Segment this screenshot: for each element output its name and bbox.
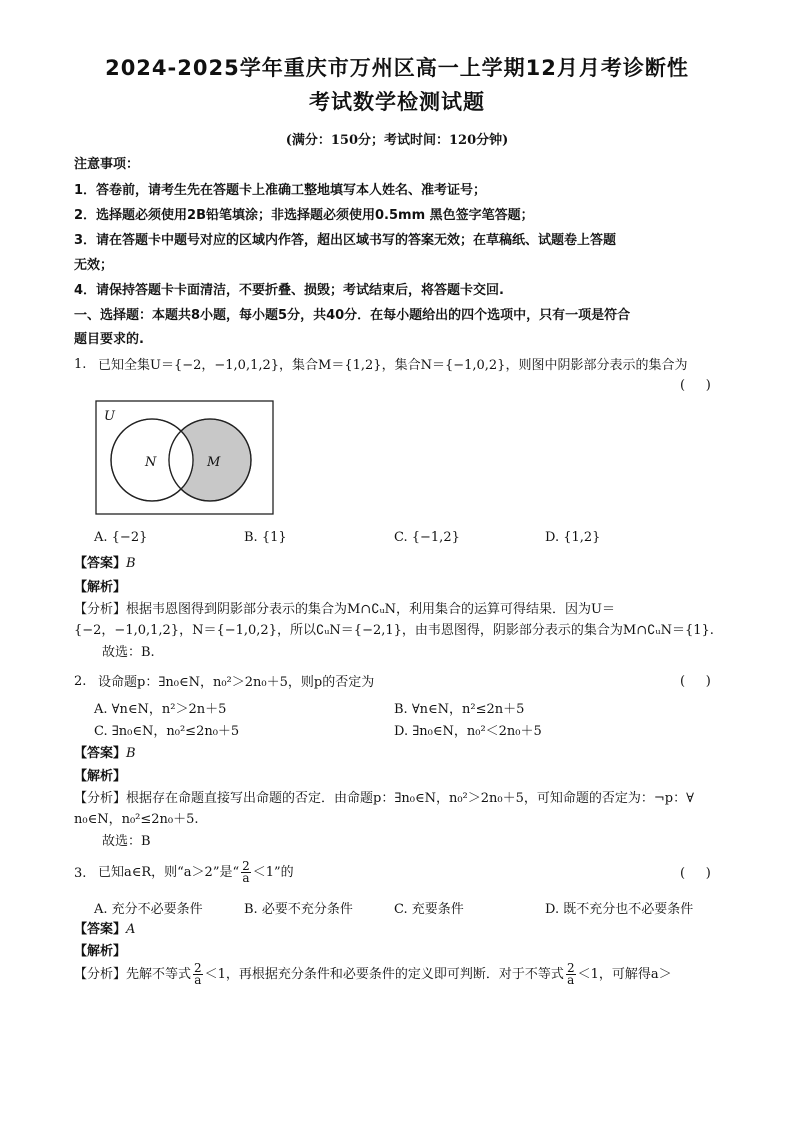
q2-conclusion: 故选：B	[102, 834, 151, 849]
q2-analysis-label: 【解析】	[74, 769, 127, 784]
q1-venn-diagram	[95, 400, 275, 516]
q3-option-d[interactable]: D. 既不充分也不必要条件	[545, 902, 694, 917]
q2-option-a[interactable]: A. ∀n∈N，n²＞2n＋5	[94, 702, 227, 717]
q1-option-b[interactable]: B. {1}	[244, 530, 287, 545]
q1-analysis-line1: 【分析】根据韦恩图得到阴影部分表示的集合为M∩∁ᵤN，利用集合的运算可得结果．因为U＝	[74, 602, 615, 617]
notice-item-3: 3．请在答题卡中题号对应的区域内作答，超出区域书写的答案无效；在草稿纸、试题卷上答题	[74, 233, 617, 248]
q2-stem: 设命题p：∃n₀∈N，n₀²＞2n₀＋5，则p的否定为	[98, 675, 375, 690]
q2-option-c[interactable]: C. ∃n₀∈N，n₀²≤2n₀＋5	[94, 724, 240, 739]
notice-item-2: 2．选择题必须使用2B铅笔填涂；非选择题必须使用0.5mm 黑色签字笔答题；	[74, 208, 534, 223]
q3-option-c[interactable]: C. 充要条件	[394, 902, 464, 917]
q1-stem: 已知全集U＝{−2，−1,0,1,2}，集合M＝{1,2}，集合N＝{−1,0,2}，则图中阴影部分表示的集合为	[98, 358, 688, 373]
q2-option-b[interactable]: B. ∀n∈N，n²≤2n＋5	[394, 702, 525, 717]
q3-stem: 已知a∈R，则“a＞2”是“ $\frac{2}{a}$ ＜1”的	[98, 859, 294, 885]
q1-analysis-line2: {−2，−1,0,1,2}，N＝{−1,0,2}，所以∁ᵤN＝{−2,1}，由韦恩图得，阴影部分表示的集合为M∩∁ᵤN＝{1}.	[74, 623, 714, 638]
section1-heading-cont: 题目要求的.	[74, 332, 144, 347]
q3-number: 3.	[74, 866, 87, 881]
q1-conclusion: 故选：B.	[102, 645, 155, 660]
doc-title-line1: 2024-2025学年重庆市万州区高一上学期12月月考诊断性	[105, 56, 689, 80]
q3-analysis-label: 【解析】	[74, 944, 127, 959]
q1-option-c[interactable]: C. {−1,2}	[394, 530, 460, 545]
q2-answer: 【答案】B	[74, 746, 136, 761]
exam-meta: (满分：150分；考试时间：120分钟)	[285, 133, 509, 148]
q1-option-d[interactable]: D. {1,2}	[545, 530, 601, 545]
q1-number: 1.	[74, 357, 87, 372]
section1-heading: 一、选择题：本题共8小题，每小题5分，共40分．在每小题给出的四个选项中，只有一项是符合	[74, 308, 631, 323]
q2-analysis-line1: 【分析】根据存在命题直接写出命题的否定．由命题p：∃n₀∈N，n₀²＞2n₀＋5，可知命题的否定为：¬p：∀	[74, 791, 694, 806]
q1-answer-blank: ( )	[680, 378, 711, 393]
q2-number: 2.	[74, 674, 87, 689]
q2-option-d[interactable]: D. ∃n₀∈N，n₀²＜2n₀＋5	[394, 724, 542, 739]
q2-analysis-line2: n₀∈N，n₀²≤2n₀＋5.	[74, 812, 199, 827]
doc-title-line2: 考试数学检测试题	[309, 90, 485, 114]
venn-label-m: M	[207, 455, 221, 470]
q3-answer-blank: ( )	[680, 866, 711, 881]
q3-option-a[interactable]: A. 充分不必要条件	[94, 902, 203, 917]
notice-item-4: 4．请保持答题卡卡面清洁，不要折叠、损毁；考试结束后，将答题卡交回.	[74, 283, 504, 298]
q3-fraction: $\frac{2}{a}$	[242, 859, 250, 885]
q2-answer-blank: ( )	[680, 674, 711, 689]
notice-heading: 注意事项：	[74, 157, 140, 172]
q3-analysis-line1: 【分析】先解不等式 $\frac{2}{a}$ ＜1，再根据充分条件和必要条件的定义即可判断．对于不等式 $\frac{2}{a}$ ＜1，可解得a＞	[74, 961, 672, 987]
q3-answer: 【答案】A	[74, 922, 136, 937]
q1-answer: 【答案】B	[74, 556, 136, 571]
notice-item-3-cont: 无效；	[74, 258, 114, 273]
venn-label-u: U	[104, 409, 115, 424]
notice-item-1: 1．答卷前，请考生先在答题卡上准确工整地填写本人姓名、准考证号；	[74, 183, 487, 198]
q1-option-a[interactable]: A. {−2}	[94, 530, 148, 545]
q1-analysis-label: 【解析】	[74, 580, 127, 595]
venn-label-n: N	[145, 455, 157, 470]
q3-option-b[interactable]: B. 必要不充分条件	[244, 902, 353, 917]
